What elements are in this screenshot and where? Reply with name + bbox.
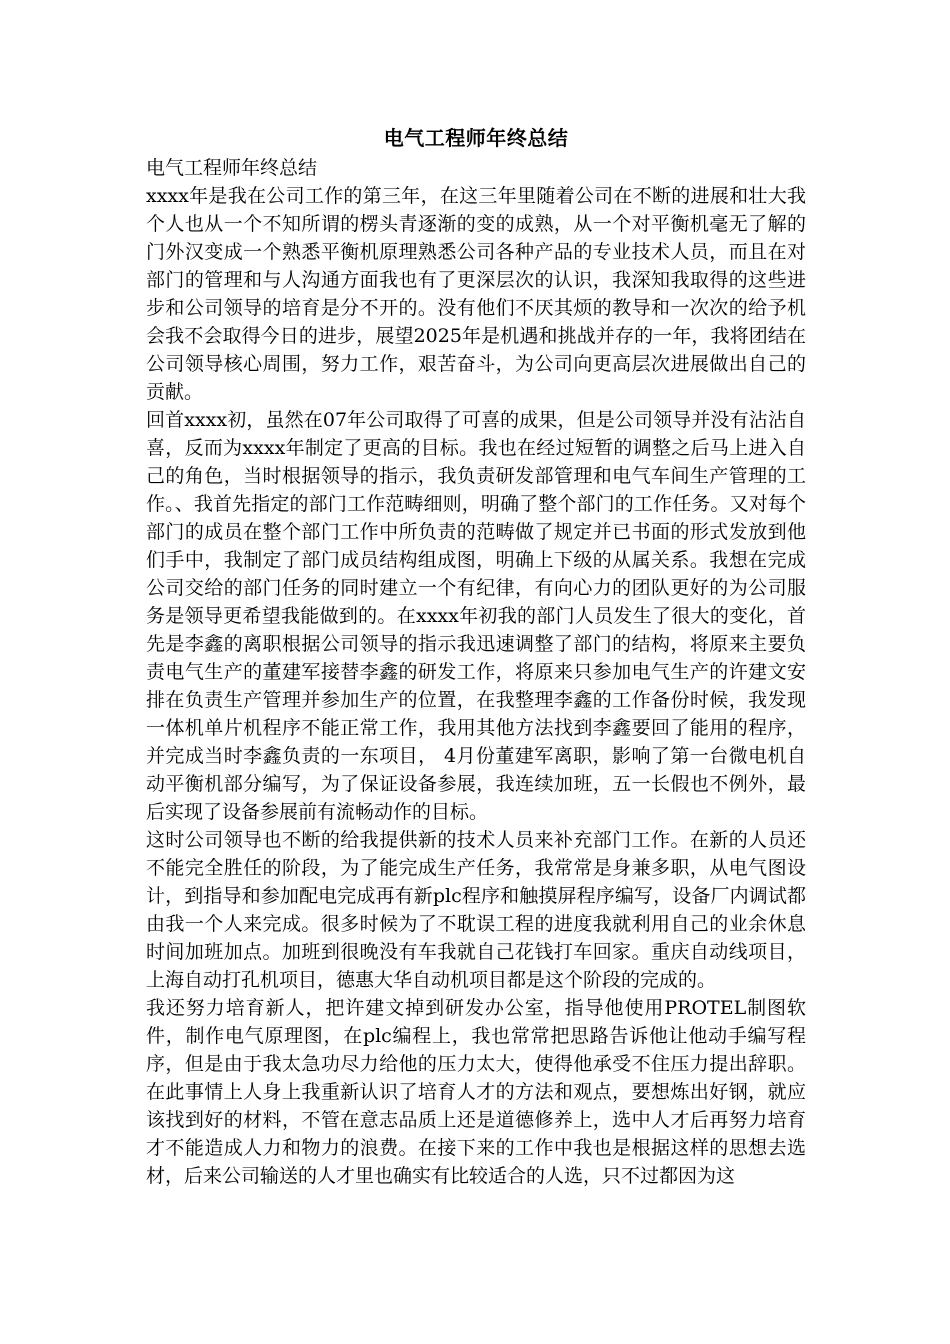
paragraph-2: 回首xxxx初，虽然在07年公司取得了可喜的成果，但是公司领导并没有沾沾自喜，反而为xxxx年制定了更高的目标。我也在经过短暂的调整之后马上进入自己的角色，当时根据领导的指示，我负责研发部管理和电气车间生产管理的工作。、我首先指定的部门工作范畴细则，明确了整个部门的工作任务。又对每个部门的成员在整个部门工作中所负责的范畴做了规定并已书面的形式发放到他们手中，我制定了部门成员结构组成图，明确上下级的从属关系。我想在完成公司交给的部门任务的同时建立一个有纪律，有向心力的团队更好的为公司服务是领导更希望我能做到的。在xxxx年初我的部门人员发生了很大的变化，首先是李鑫的离职根据公司领导的指示我迅速调整了部门的结构，将原来主要负责电气生产的董建军接替李鑫的研发工作，将原来只参加电气生产的许建文安排在负责生产管理并参加生产的位置，在我整理李鑫的工作备份时候，我发现一体机单片机程序不能正常工作，我用其他方法找到李鑫要回了能用的程序，并完成当时李鑫负责的一东项目， 4月份董建军离职，影响了第一台微电机自动平衡机部分编写，为了保证设备参展，我连续加班，五一长假也不例外，最后实现了设备参展前有流畅动作的目标。 xyxy=(146,409,806,823)
document-page xyxy=(146,124,806,1190)
paragraph-4: 我还努力培育新人，把许建文掉到研发办公室，指导他使用PROTEL制图软件，制作电气原理图，在plc编程上，我也常常把思路告诉他让他动手编写程序，但是由于我太急功尽力给他的压力太大，使得他承受不住压力提出辞职。在此事情上人身上我重新认识了培育人才的方法和观点，要想炼出好钢，就应该找到好的材料，不管在意志品质上还是道德修养上，选中人才后再努力培育才不能造成人力和物力的浪费。在接下来的工作中我也是根据这样的思想去选材，后来公司输送的人才里也确实有比较适合的人选，只不过都因为这 xyxy=(146,997,806,1187)
document-title: 电气工程师年终总结 xyxy=(383,126,569,150)
paragraph-3: 这时公司领导也不断的给我提供新的技术人员来补充部门工作。在新的人员还不能完全胜任的阶段，为了能完成生产任务，我常常是身兼多职，从电气图设计，到指导和参加配电完成再有新plc程序和触摸屏程序编写，设备厂内调试都由我一个人来完成。很多时候为了不耽误工程的进度我就利用自己的业余休息时间加班加点。加班到很晚没有车我就自己花钱打车回家。重庆自动线项目，上海自动打孔机项目，德惠大华自动机项目都是这个阶段的完成的。 xyxy=(146,829,806,991)
document-subtitle: 电气工程师年终总结 xyxy=(146,157,318,179)
paragraph-1: xxxx年是我在公司工作的第三年，在这三年里随着公司在不断的进展和壮大我个人也从一个不知所谓的楞头青逐渐的变的成熟，从一个对平衡机毫无了解的门外汉变成一个熟悉平衡机原理熟悉公司各种产品的专业技术人员，而且在对部门的管理和与人沟通方面我也有了更深层次的认识，我深知我取得的这些进步和公司领导的培育是分不开的。没有他们不厌其烦的教导和一次次的给予机会我不会取得今日的进步，展望2025年是机遇和挑战并存的一年，我将团结在公司领导核心周围，努力工作，艰苦奋斗，为公司向更高层次进展做出自己的贡献。 xyxy=(146,185,806,403)
